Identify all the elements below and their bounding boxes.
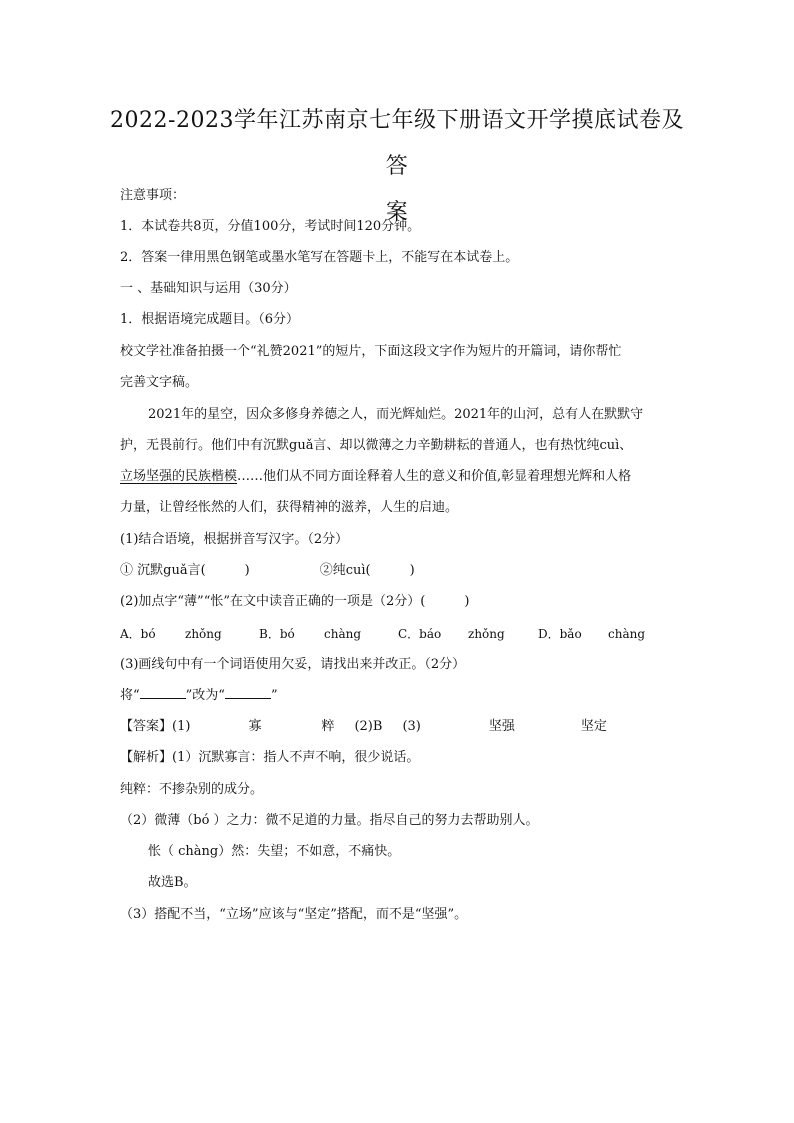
option-b-label: B．bó (259, 627, 295, 641)
analysis-line-6: （3）搭配不当，“立场”应该与“坚定”搭配，而不是“坚强”。 (120, 907, 468, 922)
passage-line-2: 护，无畏前行。他们中有沉默guǎ言、却以微薄之力辛勤耕耘的普通人，也有热忱纯cuì、 (120, 438, 633, 453)
fill-blank-2 (225, 686, 271, 699)
question-1-title: 1．根据语境完成题目。（6分） (120, 312, 300, 327)
option-b-pinyin: chàng (324, 627, 362, 641)
option-c-pinyin: zhǒng (468, 627, 505, 641)
analysis-tag: 【解析】 (120, 750, 173, 765)
option-a-label: A．bó (120, 627, 156, 641)
analysis-line-2: 纯粹：不掺杂别的成分。 (120, 782, 264, 797)
passage-line-1: 2021年的星空，因众多修身养德之人，而光辉灿烂。2021年的山河，总有人在默默守 (148, 407, 644, 422)
title-line-2: 案 (385, 200, 409, 225)
answer-word-1: 坚强 (488, 719, 515, 734)
answer-char-2: 粹 (321, 719, 335, 734)
answer-row (120, 717, 607, 737)
sub-question-2: (2)加点字“薄”“怅”在文中读音正确的一项是（2分）( ) (120, 594, 470, 609)
passage-line-4: 力量，让曾经怅然的人们，获得精神的滋养，人生的启迪。 (120, 500, 459, 515)
notice-heading: 注意事项： (120, 188, 186, 203)
answer-tag: 【答案】 (120, 719, 173, 734)
document-title (110, 98, 684, 236)
answer-word-2: 坚定 (580, 719, 607, 734)
sub-question-3-fill (120, 686, 278, 706)
option-d-label: D．bǎo (538, 627, 582, 641)
answer-part-3: (3) (402, 719, 421, 734)
notice-item-1: 1．本试卷共8页，分值100分，考试时间120分钟。 (120, 219, 421, 234)
answer-char-1: 寡 (248, 719, 262, 734)
options-row (120, 624, 668, 644)
passage-line-3 (120, 467, 631, 487)
option-a-pinyin: zhǒng (185, 627, 222, 641)
option-c-label: C．báo (398, 627, 442, 641)
title-line-1: 2022-2023学年江苏南京七年级下册语文开学摸底试卷及答 (110, 108, 684, 179)
passage-line-3-rest: ……他们从不同方面诠释着人生的意义和价值,彰显着理想光辉和人格 (237, 469, 632, 484)
sub-question-3: (3)画线句中有一个词语使用欠妥，请找出来并改正。（2分） (120, 657, 466, 672)
sub-question-1-blanks (120, 561, 415, 581)
analysis-line-4: 怅（ chàng）然：失望；不如意，不痛快。 (148, 844, 401, 859)
fill-middle: ”改为“ (185, 688, 225, 703)
intro-line-1: 校文学社准备拍摄一个“礼赞2021”的短片，下面这段文字作为短片的开篇词，请你帮忙 (120, 344, 622, 359)
answer-part-1: (1) (172, 719, 191, 734)
analysis-line-3: （2）微薄（bó ）之力：微不足道的力量。指尽自己的努力去帮助别人。 (120, 813, 539, 828)
answer-part-2: (2)B (354, 719, 383, 734)
intro-line-2: 完善文字稿。 (120, 375, 199, 390)
option-d-pinyin: chàng (608, 627, 646, 641)
analysis-line-5: 故选B。 (148, 875, 197, 890)
fill-blank-1 (140, 686, 186, 699)
fill-prefix: 将“ (120, 688, 140, 703)
fill-suffix: ” (270, 688, 278, 703)
analysis-line-1 (120, 748, 419, 768)
notice-item-2: 2．答案一律用黑色钢笔或墨水笔写在答题卡上，不能写在本试卷上。 (120, 250, 519, 265)
sub-question-1: (1)结合语境，根据拼音写汉字。（2分） (120, 532, 349, 547)
analysis-text-1: (1）沉默寡言：指人不声不响，很少说话。 (172, 750, 420, 765)
blank-a: ① 沉默guǎ言( ) (120, 563, 250, 578)
blank-b: ②纯cuì( ) (319, 563, 415, 578)
underlined-phrase: 立场坚强的民族楷模 (120, 469, 238, 484)
section-heading: 一 、基础知识与运用（30分） (120, 281, 297, 296)
